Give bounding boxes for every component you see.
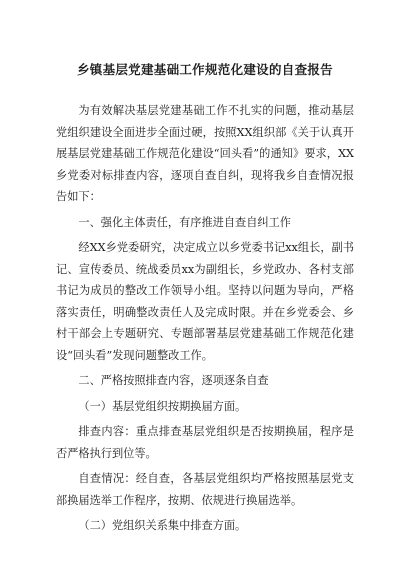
body-paragraph: 排查内容：重点排查基层党组织是否按期换届，程序是否严格执行到位等。 — [56, 425, 354, 460]
body-paragraph: 自查情况：经自查，各基层党组织均严格按照基层党支部换届选举工作程序，按期、依规进行换届选举。 — [56, 472, 354, 507]
section-heading-2: 二、严格按照排查内容，逐项逐条自查 — [78, 374, 269, 387]
body-paragraph: 经XX乡党委研究，决定成立以乡党委书记xx组长，副书记、宣传委员、统战委员xx为副组长，乡党政办、各村支部书记为成员的整改工作领导小组。坚持以问题为导向，严格落实责任，明确整改责任人及完成时限。并在乡党委会、乡村干部会上专题研究、专题部署基层党建基础工作规范化建设“回头看”发现问题整改工作。 — [56, 241, 354, 362]
subsection-heading-2: （二）党组织关系集中排查方面。 — [78, 519, 247, 532]
intro-paragraph: 为有效解决基层党建基础工作不扎实的问题，推动基层党组织建设全面进步全面过硬，按照XX组织部《关于认真开展基层党建基础工作规范化建设“回头看”的通知》要求，XX乡党委对标排查内容，逐项自查自纠，现将我乡自查情况报告如下： — [56, 104, 354, 203]
subsection-heading-1: （一）基层党组织按期换届方面。 — [78, 399, 247, 413]
section-heading-1: 一、强化主体责任，有序推进自查自纠工作 — [78, 215, 291, 229]
document-title: 乡镇基层党建基础工作规范化建设的自查报告 — [76, 62, 333, 77]
